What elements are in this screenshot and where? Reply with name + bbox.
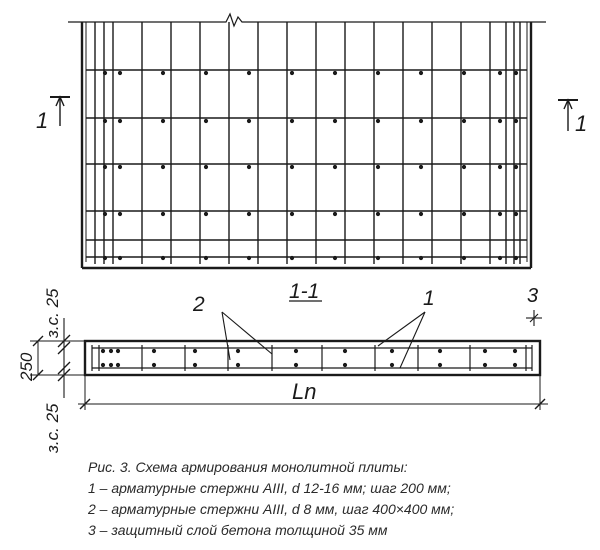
rebar-dot <box>376 212 380 216</box>
section-rebar-dot <box>438 349 442 353</box>
caption-item-2: 2 – арматурные стержни AIII, d 8 мм, шаг 400×400 мм; <box>88 501 455 517</box>
figure-caption <box>88 457 593 541</box>
section-rebar-dot <box>152 363 156 367</box>
rebar-dot <box>103 212 107 216</box>
rebar-dot <box>514 119 518 123</box>
rebar-dot <box>376 119 380 123</box>
rebar-dot <box>103 119 107 123</box>
rebar-dot <box>290 119 294 123</box>
rebar-dot <box>376 256 380 260</box>
rebar-dot <box>103 256 107 260</box>
section-rebar-dot <box>390 363 394 367</box>
section-rebar-dot <box>236 349 240 353</box>
rebar-dot <box>118 71 122 75</box>
rebar-dot <box>419 119 423 123</box>
callout-lines <box>222 310 542 368</box>
section-mark-right-label: 1 <box>575 111 588 136</box>
rebar-dot <box>247 165 251 169</box>
section-rebar-dot <box>390 349 394 353</box>
rebar-dot <box>204 71 208 75</box>
rebar-dot <box>247 212 251 216</box>
rebar-dot <box>462 165 466 169</box>
rebar-dot <box>333 256 337 260</box>
rebar-dot <box>118 256 122 260</box>
rebar-dot <box>498 71 502 75</box>
rebar-dot <box>247 256 251 260</box>
section-rebar-dot <box>193 349 197 353</box>
section-rebar-dot <box>193 363 197 367</box>
rebar-dot <box>161 212 165 216</box>
section-rebar-dot <box>116 349 120 353</box>
rebar-dot <box>498 165 502 169</box>
rebar-dot <box>462 212 466 216</box>
dim-length-label: Ln <box>292 379 317 404</box>
rebar-dot <box>204 165 208 169</box>
rebar-dot <box>462 71 466 75</box>
section-rebar-dot <box>483 349 487 353</box>
section-rebar-dot <box>109 349 113 353</box>
rebar-dot <box>118 212 122 216</box>
rebar-dot <box>118 119 122 123</box>
rebar-dot <box>498 212 502 216</box>
rebar-dot <box>419 256 423 260</box>
break-line <box>68 14 546 26</box>
rebar-dot <box>118 165 122 169</box>
callout-1-label: 1 <box>423 287 435 310</box>
rebar-dot <box>514 71 518 75</box>
rebar-dot <box>103 71 107 75</box>
rebar-dot <box>419 71 423 75</box>
rebar-dot <box>514 256 518 260</box>
rebar-dot <box>204 212 208 216</box>
section-rebar-dot <box>343 363 347 367</box>
section-outline <box>85 341 540 375</box>
section-rebar-dot <box>101 349 105 353</box>
rebar-dot <box>333 212 337 216</box>
callout-2-label: 2 <box>193 293 205 316</box>
section-rebar-dot <box>109 363 113 367</box>
caption-item-3: 3 – защитный слой бетона толщиной 35 мм <box>88 522 388 538</box>
rebar-dot <box>462 256 466 260</box>
section-rebar-dot <box>152 349 156 353</box>
section-rebar-dot <box>513 363 517 367</box>
section-view <box>85 341 540 375</box>
rebar-dot <box>333 119 337 123</box>
plan-view <box>68 14 546 268</box>
section-rebar-dot <box>343 349 347 353</box>
rebar-dot <box>161 165 165 169</box>
rebar-dot <box>103 165 107 169</box>
caption-item-1: 1 – арматурные стержни AIII, d 12-16 мм; шаг 200 мм; <box>88 480 451 496</box>
rebar-dot <box>514 165 518 169</box>
section-rebar-dot <box>236 363 240 367</box>
rebar-dot <box>290 212 294 216</box>
dim-bottom-cover: з.с. 25 <box>43 403 62 453</box>
rebar-dot <box>247 119 251 123</box>
section-rebar-dot <box>294 363 298 367</box>
dim-top-cover: з.с. 25 <box>43 288 62 338</box>
section-rebar-dot <box>438 363 442 367</box>
dim-slab-height: 250 <box>17 352 36 381</box>
section-mark-left-label: 1 <box>36 108 49 133</box>
rebar-dot <box>290 165 294 169</box>
callout-3-label: 3 <box>527 285 539 307</box>
section-rebar-dot <box>101 363 105 367</box>
rebar-dot <box>161 71 165 75</box>
rebar-dot <box>161 256 165 260</box>
section-rebar-dot <box>294 349 298 353</box>
rebar-dot <box>161 119 165 123</box>
rebar-dot <box>333 165 337 169</box>
rebar-dot <box>376 165 380 169</box>
rebar-dot <box>290 256 294 260</box>
section-rebar-dot <box>483 363 487 367</box>
rebar-dot <box>247 71 251 75</box>
section-title: 1-1 <box>289 280 320 303</box>
rebar-dot <box>204 119 208 123</box>
rebar-dot <box>419 165 423 169</box>
rebar-dot <box>419 212 423 216</box>
rebar-dot <box>498 119 502 123</box>
rebar-dot <box>462 119 466 123</box>
section-mark-left <box>50 97 70 126</box>
section-rebar-dot <box>116 363 120 367</box>
rebar-dot <box>290 71 294 75</box>
rebar-dot <box>204 256 208 260</box>
rebar-dot <box>333 71 337 75</box>
rebar-dot <box>514 212 518 216</box>
rebar-dot <box>376 71 380 75</box>
caption-title: Рис. 3. Схема армирования монолитной плиты: <box>88 459 408 475</box>
rebar-dot <box>498 256 502 260</box>
section-rebar-dot <box>513 349 517 353</box>
